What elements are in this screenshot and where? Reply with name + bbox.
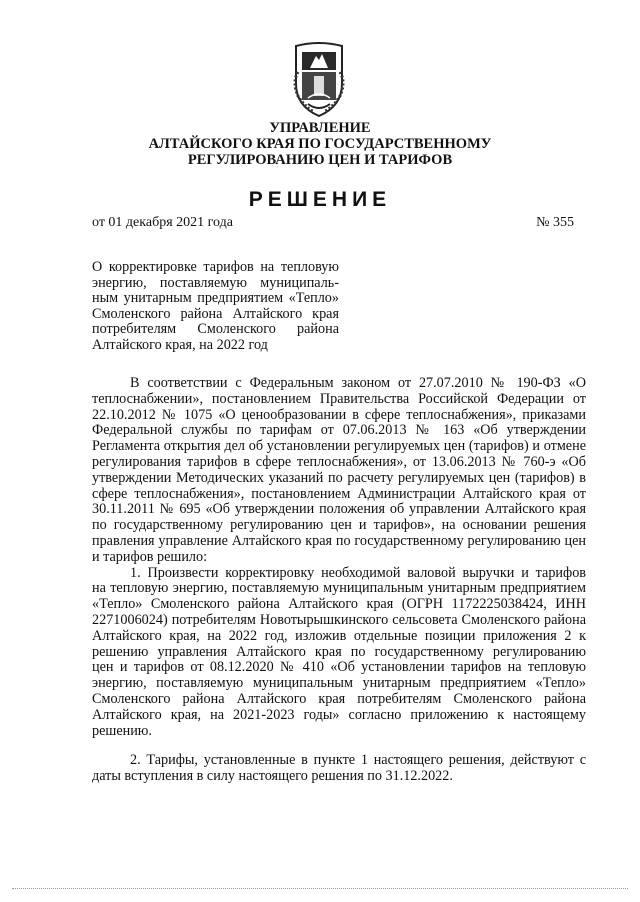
page-footer-divider (12, 888, 628, 889)
subject-line: О корректировке тарифов на тепловую (92, 259, 339, 275)
subject-line: Смоленского района Алтайского края (92, 305, 339, 322)
body-line: 30.11.2011 № 695 «Об утверждении положения об управлении Алтайского края (92, 501, 586, 518)
body-line: В соответствии с Федеральным законом от 27.07.2010 № 190-ФЗ «О (130, 375, 586, 391)
subject-line: энергию, поставляемую муниципаль- (92, 274, 339, 291)
body-line: правления управление Алтайского края по государственному регулированию цен (92, 532, 586, 549)
body-line: решению. (92, 722, 152, 739)
org-line-2: АЛТАЙСКОГО КРАЯ ПО ГОСУДАРСТВЕННОМУ (148, 136, 492, 152)
body-line: даты вступления в силу настоящего решения по 31.12.2022. (92, 768, 453, 785)
body-line: регулирования тарифов в сфере теплоснабжения», от 13.06.2013 № 760-э «Об (92, 453, 586, 470)
subject-line: ным унитарным предприятием «Тепло» (92, 290, 339, 307)
body-line: утверждении Методических указаний по расчету регулируемых цен (тарифов) в (92, 469, 586, 486)
body-line: 2. Тарифы, установленные в пункте 1 настоящего решения, действуют с (130, 752, 586, 769)
body-line: по государственному регулированию цен и тарифов», на основании решения (92, 517, 586, 534)
org-line-3: РЕГУЛИРОВАНИЮ ЦЕН И ТАРИФОВ (187, 152, 453, 168)
body-line: 2271006024) потребителям Новотырышкинского сельсовета Смоленского района (92, 611, 586, 628)
body-line: 1. Произвести корректировку необходимой валовой выручки и тарифов (130, 564, 586, 581)
body-line: цен и тарифов от 08.12.2020 № 410 «Об установлении тарифов на тепловую (92, 659, 586, 676)
body-line: Регламента открытия дел об установлении регулируемых цен (тарифов) и отмене (92, 438, 586, 455)
org-line-1: УПРАВЛЕНИЕ (269, 120, 371, 136)
document-number: № 355 (536, 215, 574, 230)
body-line: Федеральной службы по тарифам от 07.06.2013 № 163 «Об утверждении (92, 422, 586, 439)
body-line: Алтайского края, на 2022 год, изложив отдельные позиции приложения 2 к (92, 627, 586, 644)
body-line: Алтайского края, на 2021-2023 годы» согласно приложению к настоящему (92, 706, 586, 723)
body-line: решению управления Алтайского края по государственному регулированию (92, 643, 586, 660)
body-line: на тепловую энергию, поставляемую муниципальным унитарным предприятием (92, 580, 586, 597)
body-line: Смоленского района Алтайского края потребителям Смоленского района (92, 690, 586, 707)
body-line: «Тепло» Смоленского района Алтайского края (ОГРН 1172225038424, ИНН (92, 596, 586, 613)
subject-line: Алтайского края, на 2022 год (92, 336, 268, 353)
document-title: РЕШЕНИЕ (248, 188, 392, 211)
document-date: от 01 декабря 2021 года (92, 215, 233, 230)
coat-of-arms-icon (288, 42, 350, 118)
body-line: сфере теплоснабжения», постановлением Администрации Алтайского края от (92, 485, 586, 502)
subject-line: потребителям Смоленского района (92, 321, 339, 338)
document-body (92, 376, 586, 785)
body-line: энергию, поставляемую муниципальным унитарным предприятием «Тепло» (92, 675, 586, 692)
body-line: и тарифов решило: (92, 548, 208, 565)
body-line: теплоснабжении», постановлением Правительства Российской Федерации от (92, 390, 586, 407)
document-subject (92, 260, 339, 354)
body-line: 22.10.2012 № 1075 «О ценообразовании в сфере теплоснабжения», приказами (92, 406, 586, 423)
